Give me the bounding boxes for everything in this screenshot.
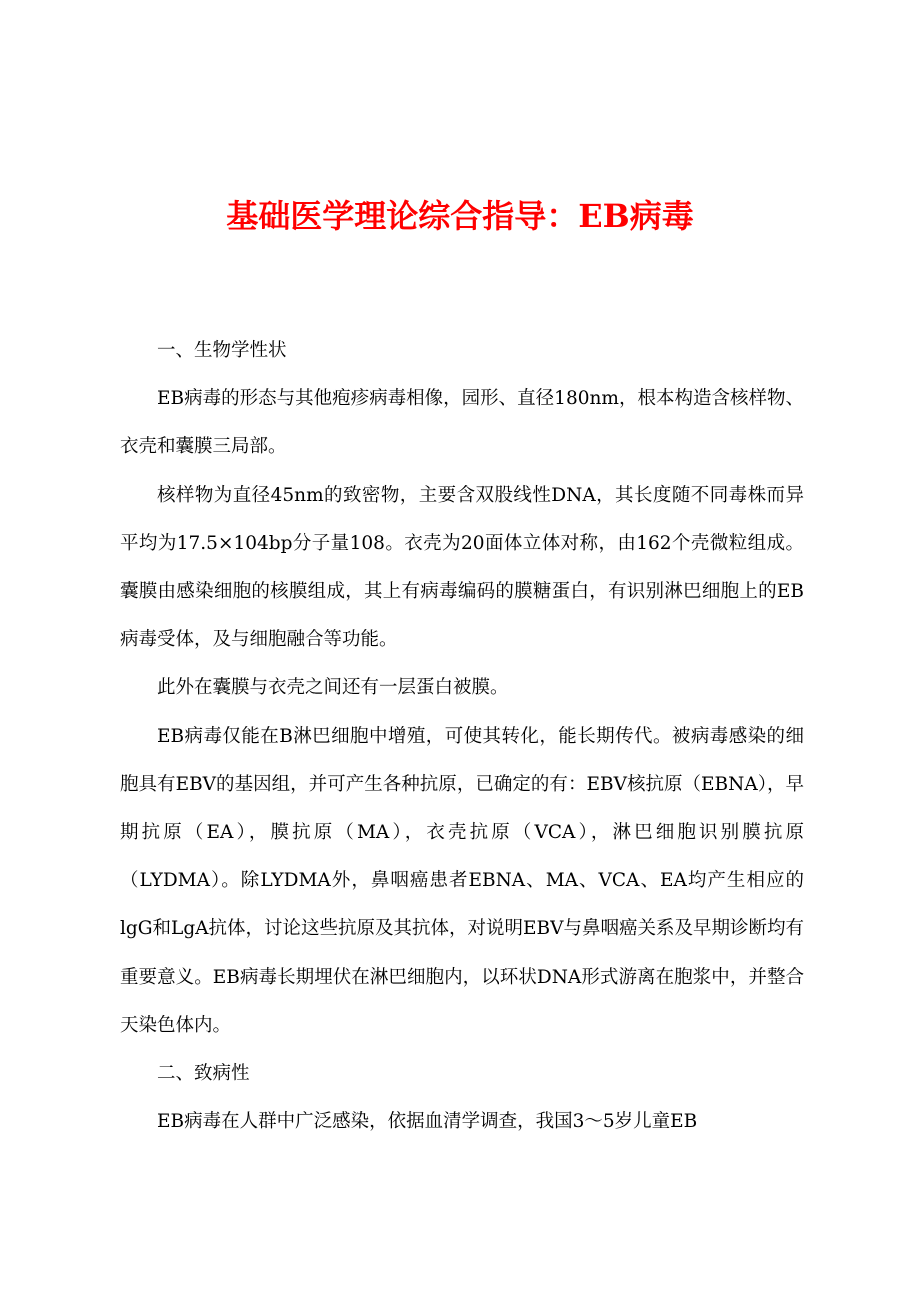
paragraph-morphology: EB病毒的形态与其他疱疹病毒相像，园形、直径180nm，根本构造含核样物、衣壳和囊膜三局部。	[120, 388, 804, 458]
document-body	[120, 327, 804, 1146]
paragraph-tegument: 此外在囊膜与衣壳之间还有一层蛋白被膜。	[157, 677, 509, 699]
section-heading-biology: 一、生物学性状	[157, 340, 287, 361]
paragraph-infection: EB病毒在人群中广泛感染，依据血清学调查，我国3～5岁儿童EB	[157, 1111, 698, 1133]
document-title: 基础医学理论综合指导：EB病毒	[226, 197, 694, 235]
paragraph-antigens: EB病毒仅能在B淋巴细胞中增殖，可使其转化，能长期传代。被病毒感染的细胞具有EBV的基因组，并可产生各种抗原，已确定的有：EBV核抗原（EBNA），早期抗原（EA），膜抗原（MA），衣壳抗原（VCA），淋巴细胞识别膜抗原（LYDMA）。除LYDMA外，鼻咽癌患者EBNA、MA、VCA、EA均产生相应的lgG和LgA抗体，讨论这些抗原及其抗体，对说明EBV与鼻咽癌关系及早期诊断均有重要意义。EB病毒长期埋伏在淋巴细胞内，以环状DNA形式游离在胞浆中，并整合天染色体内。	[120, 725, 804, 1036]
paragraph-core-structure: 核样物为直径45nm的致密物，主要含双股线性DNA，其长度随不同毒株而异平均为17.5×104bp分子量108。衣壳为20面体立体对称，由162个壳微粒组成。囊膜由感染细胞的核膜组成，其上有病毒编码的膜糖蛋白，有识别淋巴细胞上的EB病毒受体，及与细胞融合等功能。	[120, 484, 804, 651]
section-heading-pathogenicity: 二、致病性	[157, 1063, 250, 1085]
